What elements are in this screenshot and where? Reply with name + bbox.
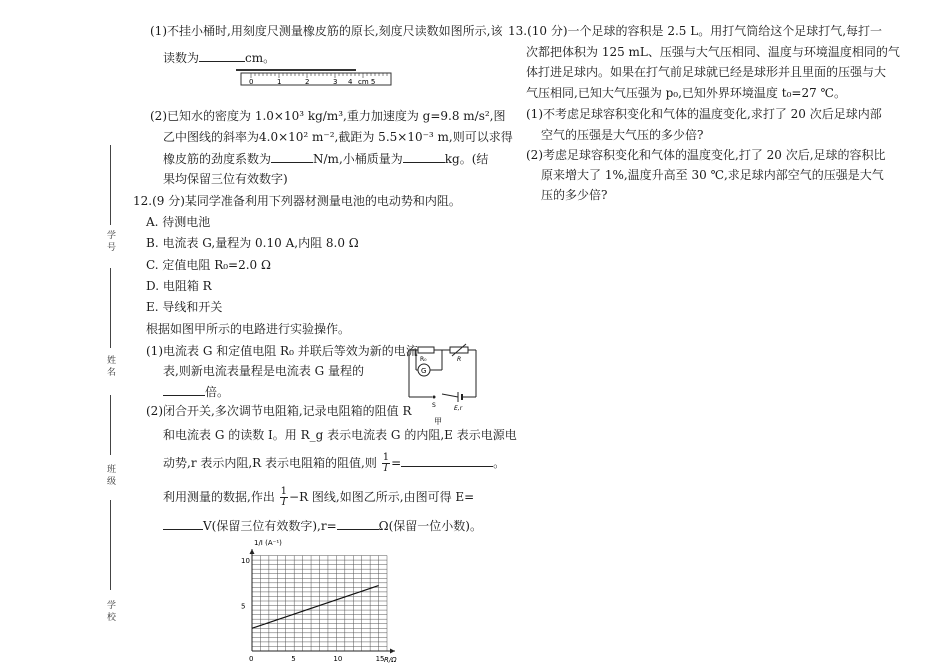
q12-item-a: A. 待测电池 bbox=[146, 215, 211, 229]
q12-part1-line-b: 表,则新电流表量程是电流表 G 量程的 bbox=[163, 364, 365, 378]
q12-item-c: C. 定值电阻 R₀=2.0 Ω bbox=[146, 258, 271, 272]
q13-line-3: 体打进足球内。如果在打气前足球就已经是球形并且里面的压强与大 bbox=[526, 65, 887, 79]
q11-part2-c-pre: 橡皮筋的劲度系数为 bbox=[163, 152, 272, 166]
x-tick-label: 0 bbox=[249, 655, 254, 663]
q12-part4-post: Ω(保留一位小数)。 bbox=[378, 519, 482, 533]
sidebar-line-1 bbox=[110, 145, 111, 225]
ruler-tick-1: 1 bbox=[277, 78, 282, 86]
q12-emf-blank bbox=[163, 516, 203, 530]
sidebar-label-xingming: 姓 名 bbox=[105, 355, 115, 376]
q12-part3-line bbox=[163, 487, 474, 508]
q12-r-blank bbox=[337, 516, 379, 530]
q12-part1-c-post: 倍。 bbox=[205, 385, 230, 399]
q11-part1-suffix: cm。 bbox=[245, 51, 276, 65]
ruler-tick-4: 4 bbox=[348, 78, 353, 86]
ruler-tick-2: 2 bbox=[305, 78, 310, 86]
q13-sub1-line-b: 空气的压强是大气压的多少倍? bbox=[541, 128, 704, 142]
q12-title: 12.(9 分)某同学准备利用下列器材测量电池的电动势和内阻。 bbox=[133, 194, 461, 208]
q11-part2-line-c bbox=[163, 149, 488, 168]
x-tick-label: 10 bbox=[333, 655, 343, 663]
q11-part2-c-post: kg。(结 bbox=[444, 152, 489, 166]
fraction-num-2: 1 bbox=[280, 486, 288, 497]
q12-intro: 根据如图甲所示的电路进行实验操作。 bbox=[146, 322, 351, 336]
q11-part2-c-mid: N/m,小桶质量为 bbox=[313, 152, 403, 166]
graph-1-over-i-vs-r bbox=[232, 536, 412, 672]
y-tick-label: 10 bbox=[241, 557, 250, 566]
q13-sub2-line-c: 压的多少倍? bbox=[541, 188, 608, 202]
sidebar-line-4 bbox=[110, 500, 111, 590]
ruler-tick-3: 3 bbox=[333, 78, 338, 86]
ammeter-g-label: G bbox=[421, 367, 427, 375]
q12-part4-line bbox=[163, 516, 482, 535]
q11-stiffness-blank bbox=[271, 149, 313, 163]
q12-part1-line-c bbox=[163, 382, 229, 401]
graph-xlabel: R/Ω bbox=[384, 656, 397, 664]
sidebar-label-banji: 班 级 bbox=[105, 464, 115, 485]
battery-label: E,r bbox=[454, 405, 463, 412]
r0-label: R₀ bbox=[420, 356, 427, 363]
q12-item-b: B. 电流表 G,量程为 0.10 A,内阻 8.0 Ω bbox=[146, 236, 359, 250]
graph-ylabel: 1/I (A⁻¹) bbox=[254, 539, 282, 547]
sidebar-label-xuehao: 学 号 bbox=[105, 230, 115, 251]
q12-part1-line-a: (1)电流表 G 和定值电阻 R₀ 并联后等效为新的电流 bbox=[146, 344, 418, 358]
circuit-caption: 甲 bbox=[434, 417, 442, 426]
switch-pivot bbox=[433, 396, 436, 399]
q12-item-d: D. 电阻箱 R bbox=[146, 279, 212, 293]
q12-part2-line-a: (2)闭合开关,多次调节电阻箱,记录电阻箱的阻值 R bbox=[146, 404, 412, 418]
binding-sidebar bbox=[0, 0, 140, 672]
q13-sub1-line-a: (1)不考虑足球容积变化和气体的温度变化,求打了 20 次后足球内部 bbox=[526, 107, 882, 121]
q11-part1-prefix: 读数为 bbox=[163, 51, 200, 65]
resistor-r0 bbox=[418, 347, 434, 353]
circuit-diagram bbox=[404, 342, 484, 427]
q12-part4-mid: V(保留三位有效数字),r= bbox=[203, 519, 337, 533]
q12-expression-blank bbox=[401, 453, 493, 467]
q13-line-1: 13.(10 分)一个足球的容积是 2.5 L。用打气筒给这个足球打气,每打一 bbox=[508, 24, 883, 38]
fraction-one-over-i bbox=[382, 453, 390, 474]
x-tick-label: 5 bbox=[291, 655, 296, 663]
q12-part2-c-post: 。 bbox=[493, 456, 506, 470]
wire-bottom-mid bbox=[442, 394, 458, 397]
q12-part2-c-pre: 动势,r 表示内阻,R 表示电阻箱的阻值,则 bbox=[163, 456, 377, 470]
q12-part2-line-b: 和电流表 G 的读数 I。用 R_g 表示电流表 G 的内阻,E 表示电源电 bbox=[163, 428, 517, 442]
q13-sub2-line-b: 原来增大了 1%,温度升高至 30 ℃,求足球内部空气的压强是大气 bbox=[541, 168, 884, 182]
q11-part2-line-d: 果均保留三位有效数字) bbox=[163, 172, 288, 186]
q12-part2-line-c: 动势,r 表示内阻,R 表示电阻箱的阻值,则 $\frac{1}{I}$ = 。 bbox=[163, 452, 506, 474]
x-tick-label: 15 bbox=[375, 655, 385, 663]
sidebar-label-school: 学 校 bbox=[105, 600, 115, 621]
q12-part3-pre: 利用测量的数据,作出 bbox=[163, 490, 275, 504]
q12-part3-post: −R 图线,如图乙所示,由图可得 E= bbox=[289, 490, 475, 504]
y-tick-label: 5 bbox=[241, 602, 246, 611]
q13-line-4: 气压相同,已知大气压强为 p₀,已知外界环境温度 t₀=27 ℃。 bbox=[526, 86, 846, 100]
y-axis-arrow bbox=[250, 549, 255, 554]
x-axis-arrow bbox=[390, 649, 395, 654]
fraction-den: I bbox=[383, 463, 388, 474]
sidebar-line-2 bbox=[110, 268, 111, 348]
graph-grid bbox=[252, 556, 387, 651]
sidebar-line-3 bbox=[110, 395, 111, 455]
q12-item-e: E. 导线和开关 bbox=[146, 300, 223, 314]
switch-label: S bbox=[432, 402, 436, 409]
q11-part2-line-a: (2)已知水的密度为 1.0×10³ kg/m³,重力加速度为 g=9.8 m/s²,图 bbox=[150, 109, 506, 123]
q11-part2-line-b: 乙中图线的斜率为4.0×10² m⁻²,截距为 5.5×10⁻³ m,则可以求得 bbox=[163, 130, 513, 144]
ruler-figure bbox=[236, 65, 396, 95]
fraction-one-over-i-2 bbox=[280, 487, 288, 508]
q13-line-2: 次都把体积为 125 mL、压强与大气压相同、温度与环境温度相同的气 bbox=[526, 45, 900, 59]
q12-multiple-blank bbox=[163, 382, 205, 396]
fraction-den-2: I bbox=[281, 497, 286, 508]
r-label: R bbox=[457, 356, 462, 363]
q11-mass-blank bbox=[403, 149, 445, 163]
ruler-unit: cm 5 bbox=[358, 78, 376, 86]
fraction-num: 1 bbox=[382, 452, 390, 463]
ruler-tick-0: 0 bbox=[249, 78, 254, 86]
q11-part1-blank bbox=[199, 48, 245, 62]
q13-sub2-line-a: (2)考虑足球容积变化和气体的温度变化,打了 20 次后,足球的容积比 bbox=[526, 148, 886, 162]
q11-part1-line-a: (1)不挂小桶时,用刻度尺测量橡皮筋的原长,刻度尺读数如图所示,该 bbox=[150, 24, 503, 38]
